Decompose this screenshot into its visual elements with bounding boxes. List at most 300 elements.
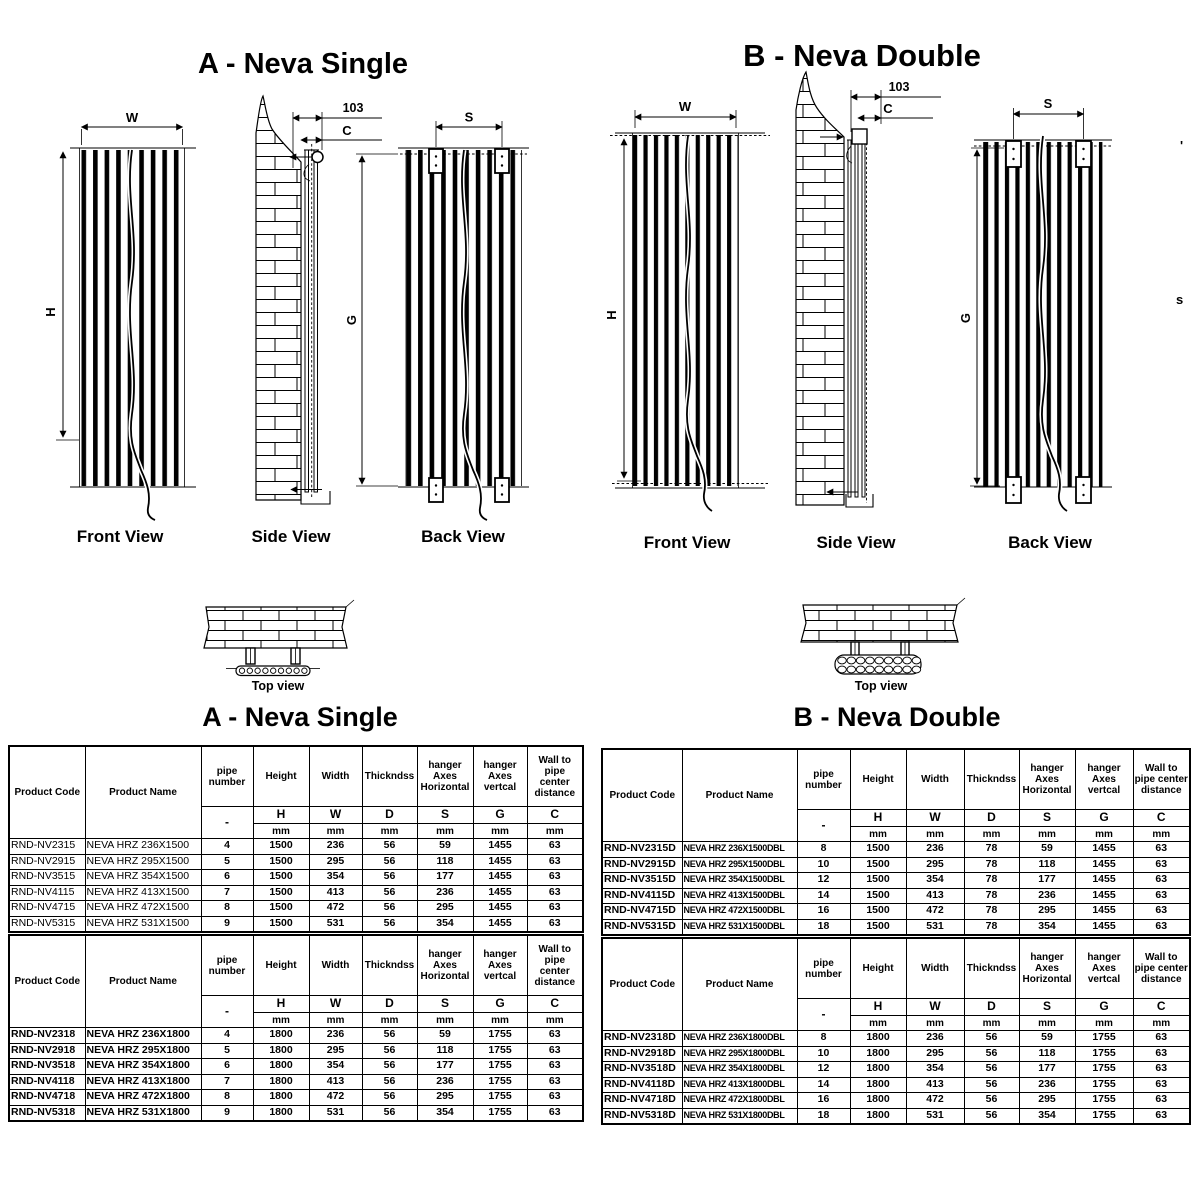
table-cell: 63	[527, 839, 583, 855]
table-cell: 56	[362, 916, 417, 932]
table-cell: 236	[309, 839, 362, 855]
single-side-view-caption: Side View	[251, 527, 331, 546]
single-table-section-title: A - Neva Single	[202, 702, 398, 732]
table-cell: 1500	[253, 870, 309, 886]
table-row	[602, 1031, 1190, 1047]
col-header-width: Width	[906, 938, 964, 999]
table-cell: 56	[964, 1062, 1019, 1078]
table-row	[9, 885, 583, 901]
table-row	[9, 1043, 583, 1059]
col-header-height: Height	[850, 938, 906, 999]
table-cell: NEVA HRZ 472X1800DBL	[682, 1093, 797, 1109]
table-cell: 1755	[1075, 1046, 1133, 1062]
table-row	[602, 857, 1190, 873]
table-cell: 56	[362, 870, 417, 886]
table-cell: 56	[362, 1105, 417, 1121]
table-cell: RND-NV5318	[9, 1105, 85, 1121]
table-cell: 12	[797, 1062, 850, 1078]
col-header-hanger-vertical: hanger Axes vertcal	[1075, 938, 1133, 999]
table-cell: 78	[964, 888, 1019, 904]
table-cell: RND-NV4115	[9, 885, 85, 901]
col-header-product-code: Product Code	[9, 746, 85, 839]
wall-bracket	[429, 149, 443, 173]
table-cell: 56	[964, 1031, 1019, 1047]
table-row	[602, 873, 1190, 889]
symbol-cell: W	[906, 810, 964, 827]
double-table-section-title: B - Neva Double	[793, 702, 1001, 732]
table-cell: 1755	[1075, 1062, 1133, 1078]
dim-label-103: 103	[888, 80, 910, 94]
table-cell: 236	[1019, 888, 1075, 904]
table-row	[602, 1062, 1190, 1078]
table-cell: 531	[906, 919, 964, 935]
table-cell: 1755	[473, 1090, 527, 1106]
table-cell: 56	[964, 1108, 1019, 1124]
table-cell: 177	[417, 1059, 473, 1075]
table-cell: 1800	[253, 1105, 309, 1121]
table-cell: 1755	[1075, 1077, 1133, 1093]
symbol-cell: D	[964, 810, 1019, 827]
table-cell: 295	[1019, 1093, 1075, 1109]
symbol-cell: H	[253, 996, 309, 1013]
table-cell: RND-NV4118	[9, 1074, 85, 1090]
dim-label-w: W	[678, 99, 692, 114]
table-cell: 295	[417, 901, 473, 917]
col-header-product-code: Product Code	[602, 749, 682, 842]
col-header-height: Height	[253, 935, 309, 996]
table-cell: 56	[362, 1043, 417, 1059]
table-cell: 236	[417, 1074, 473, 1090]
table-cell: 295	[309, 1043, 362, 1059]
single-back-view-caption: Back View	[421, 527, 505, 546]
table-cell: 63	[1133, 919, 1190, 935]
table-cell: 354	[1019, 919, 1075, 935]
table-cell: 413	[906, 1077, 964, 1093]
table-cell: 63	[527, 885, 583, 901]
table-cell: 9	[201, 916, 253, 932]
col-header-pipe-number: pipe number	[201, 746, 253, 807]
table-cell: 10	[797, 1046, 850, 1062]
table-cell: 18	[797, 1108, 850, 1124]
col-header-height: Height	[850, 749, 906, 810]
double-top-view-drawing	[801, 598, 965, 674]
unit-cell: mm	[1019, 1016, 1075, 1031]
table-cell: RND-NV4715D	[602, 904, 682, 920]
unit-cell: mm	[1019, 827, 1075, 842]
table-cell: 118	[417, 854, 473, 870]
table-row	[9, 1105, 583, 1121]
table-cell: 12	[797, 873, 850, 889]
table-cell: 354	[417, 1105, 473, 1121]
table-cell: NEVA HRZ 531X1500	[85, 916, 201, 932]
table-cell: 1500	[850, 857, 906, 873]
table-cell: RND-NV2918D	[602, 1046, 682, 1062]
wall-bracket	[1076, 477, 1091, 503]
table-cell: 8	[797, 842, 850, 858]
table-neva-double-1800	[601, 937, 1191, 1125]
symbol-cell: W	[309, 807, 362, 824]
table-cell: 5	[201, 854, 253, 870]
table-cell: 56	[964, 1077, 1019, 1093]
table-cell: RND-NV3515	[9, 870, 85, 886]
symbol-cell: S	[1019, 999, 1075, 1016]
table-cell: NEVA HRZ 295X1500	[85, 854, 201, 870]
dim-label-103: 103	[342, 101, 364, 115]
table-cell: 531	[309, 1105, 362, 1121]
dim-label-s: S	[1043, 96, 1053, 111]
table-cell: RND-NV4118D	[602, 1077, 682, 1093]
table-cell: 63	[1133, 888, 1190, 904]
table-cell: RND-NV3518	[9, 1059, 85, 1075]
col-header-hanger-horizontal: hanger Axes Horizontal	[417, 746, 473, 807]
table-neva-double-1500	[601, 748, 1191, 936]
col-header-wall-to-pipe: Wall to pipe center distance	[527, 746, 583, 807]
single-top-view-caption: Top view	[251, 679, 305, 693]
table-row	[602, 919, 1190, 935]
unit-cell: mm	[1075, 827, 1133, 842]
table-cell: RND-NV2315D	[602, 842, 682, 858]
table-cell: NEVA HRZ 472X1800	[85, 1090, 201, 1106]
table-cell: 1800	[850, 1046, 906, 1062]
table-cell: 177	[1019, 873, 1075, 889]
dim-label-g: G	[958, 312, 973, 324]
table-cell: 1455	[1075, 904, 1133, 920]
single-top-view-drawing	[204, 600, 354, 676]
table-cell: 1500	[850, 842, 906, 858]
table-cell: 1755	[1075, 1093, 1133, 1109]
wall-section	[204, 607, 347, 648]
table-cell: 78	[964, 857, 1019, 873]
table-cell: RND-NV4715	[9, 901, 85, 917]
table-cell: 1755	[473, 1105, 527, 1121]
table-cell: 78	[964, 904, 1019, 920]
dim-label-g: G	[344, 314, 359, 326]
col-header-hanger-vertical: hanger Axes vertcal	[1075, 749, 1133, 810]
single-drawing-title: A - Neva Single	[197, 48, 409, 80]
single-front-view-caption: Front View	[76, 527, 164, 546]
col-header-thickness: Thickndss	[362, 746, 417, 807]
table-cell: 59	[1019, 1031, 1075, 1047]
table-cell: 8	[201, 901, 253, 917]
table-cell: 1455	[473, 885, 527, 901]
table-cell: NEVA HRZ 531X1800	[85, 1105, 201, 1121]
table-row	[602, 1093, 1190, 1109]
symbol-cell: W	[906, 999, 964, 1016]
table-cell: 1455	[1075, 842, 1133, 858]
col-header-wall-to-pipe: Wall to pipe center distance	[1133, 749, 1190, 810]
table-cell: 1800	[253, 1090, 309, 1106]
unit-cell: mm	[309, 824, 362, 839]
dim-label-c: C	[342, 123, 352, 138]
wall-bracket	[1006, 477, 1021, 503]
single-back-view-drawing	[344, 110, 529, 521]
table-cell: 14	[797, 1077, 850, 1093]
table-cell: 1800	[253, 1028, 309, 1044]
table-row	[9, 1059, 583, 1075]
table-cell: 1455	[473, 916, 527, 932]
unit-cell: mm	[473, 1013, 527, 1028]
symbol-cell: G	[473, 996, 527, 1013]
table-cell: 1500	[253, 854, 309, 870]
unit-cell: mm	[417, 824, 473, 839]
table-cell: 1455	[1075, 857, 1133, 873]
table-cell: 56	[362, 854, 417, 870]
table-cell: NEVA HRZ 531X1500DBL	[682, 919, 797, 935]
table-row	[602, 1046, 1190, 1062]
table-cell: RND-NV2315	[9, 839, 85, 855]
unit-cell: mm	[964, 827, 1019, 842]
symbol-cell: S	[417, 807, 473, 824]
table-row	[602, 1077, 1190, 1093]
col-header-product-name: Product Name	[682, 749, 797, 842]
table-cell: 1800	[850, 1093, 906, 1109]
table-cell: NEVA HRZ 354X1800DBL	[682, 1062, 797, 1078]
stray-mark-top: '	[1180, 138, 1184, 153]
table-cell: RND-NV5315	[9, 916, 85, 932]
table-cell: NEVA HRZ 413X1500	[85, 885, 201, 901]
table-cell: 63	[1133, 1108, 1190, 1124]
table-cell: 59	[417, 839, 473, 855]
table-cell: NEVA HRZ 236X1800	[85, 1028, 201, 1044]
table-cell: 413	[906, 888, 964, 904]
table-cell: NEVA HRZ 413X1800DBL	[682, 1077, 797, 1093]
wall-bracket	[495, 149, 509, 173]
double-back-view-drawing	[958, 96, 1112, 511]
col-header-thickness: Thickndss	[964, 749, 1019, 810]
table-cell: 7	[201, 885, 253, 901]
table-cell: 63	[527, 854, 583, 870]
stray-mark-side: s	[1176, 292, 1184, 307]
unit-cell: mm	[417, 1013, 473, 1028]
symbol-cell: D	[362, 996, 417, 1013]
table-cell: 1455	[1075, 919, 1133, 935]
table-cell: 1455	[473, 839, 527, 855]
table-cell: 6	[201, 1059, 253, 1075]
unit-cell: mm	[309, 1013, 362, 1028]
symbol-cell: -	[797, 999, 850, 1031]
col-header-thickness: Thickndss	[362, 935, 417, 996]
table-cell: 63	[527, 870, 583, 886]
table-cell: 1755	[473, 1059, 527, 1075]
table-neva-single-1500	[8, 745, 584, 933]
table-cell: 354	[309, 1059, 362, 1075]
double-drawing-title: B - Neva Double	[743, 38, 981, 73]
table-cell: NEVA HRZ 236X1500	[85, 839, 201, 855]
table-cell: NEVA HRZ 354X1500	[85, 870, 201, 886]
table-cell: 1755	[1075, 1108, 1133, 1124]
table-cell: NEVA HRZ 295X1800	[85, 1043, 201, 1059]
table-cell: 354	[1019, 1108, 1075, 1124]
col-header-width: Width	[906, 749, 964, 810]
col-header-pipe-number: pipe number	[201, 935, 253, 996]
symbol-cell: G	[1075, 810, 1133, 827]
unit-cell: mm	[850, 827, 906, 842]
symbol-cell: -	[797, 810, 850, 842]
table-cell: 1500	[850, 904, 906, 920]
dim-label-c: C	[883, 101, 893, 116]
unit-cell: mm	[1075, 1016, 1133, 1031]
table-row	[9, 916, 583, 932]
unit-cell: mm	[1133, 1016, 1190, 1031]
table-row	[9, 1074, 583, 1090]
double-front-view-drawing	[604, 99, 770, 511]
table-cell: 59	[1019, 842, 1075, 858]
table-cell: 4	[201, 839, 253, 855]
table-cell: 1755	[1075, 1031, 1133, 1047]
table-cell: 6	[201, 870, 253, 886]
table-cell: RND-NV2915D	[602, 857, 682, 873]
table-cell: 118	[1019, 857, 1075, 873]
table-cell: 63	[527, 1028, 583, 1044]
table-cell: 236	[1019, 1077, 1075, 1093]
table-cell: 1500	[850, 873, 906, 889]
table-cell: RND-NV5315D	[602, 919, 682, 935]
symbol-cell: C	[1133, 810, 1190, 827]
table-cell: 63	[527, 916, 583, 932]
col-header-product-name: Product Name	[85, 746, 201, 839]
col-header-hanger-vertical: hanger Axes vertcal	[473, 746, 527, 807]
table-cell: 118	[417, 1043, 473, 1059]
table-neva-single-1800	[8, 934, 584, 1122]
col-header-width: Width	[309, 935, 362, 996]
double-side-view-caption: Side View	[816, 533, 896, 552]
table-cell: 295	[1019, 904, 1075, 920]
table-cell: 63	[1133, 842, 1190, 858]
table-cell: 56	[362, 885, 417, 901]
symbol-cell: W	[309, 996, 362, 1013]
table-cell: 413	[309, 1074, 362, 1090]
symbol-cell: G	[1075, 999, 1133, 1016]
table-cell: 177	[1019, 1062, 1075, 1078]
col-header-hanger-horizontal: hanger Axes Horizontal	[1019, 749, 1075, 810]
table-cell: 63	[527, 1090, 583, 1106]
table-cell: 295	[309, 854, 362, 870]
symbol-cell: H	[253, 807, 309, 824]
table-cell: 236	[417, 885, 473, 901]
wall-bracket	[1076, 141, 1091, 167]
table-cell: 56	[362, 1074, 417, 1090]
double-top-view-caption: Top view	[854, 679, 908, 693]
table-cell: 1500	[253, 839, 309, 855]
col-header-hanger-vertical: hanger Axes vertcal	[473, 935, 527, 996]
table-cell: NEVA HRZ 413X1800	[85, 1074, 201, 1090]
table-cell: RND-NV2918	[9, 1043, 85, 1059]
symbol-cell: -	[201, 807, 253, 839]
table-cell: 63	[527, 1105, 583, 1121]
symbol-cell: C	[527, 807, 583, 824]
table-cell: 472	[309, 901, 362, 917]
table-cell: 8	[201, 1090, 253, 1106]
table-cell: 63	[1133, 1046, 1190, 1062]
table-cell: 236	[906, 842, 964, 858]
table-cell: 354	[906, 1062, 964, 1078]
table-cell: 63	[1133, 1062, 1190, 1078]
wall-bracket	[429, 478, 443, 502]
table-cell: 177	[417, 870, 473, 886]
col-header-product-code: Product Code	[602, 938, 682, 1031]
table-cell: 63	[527, 1074, 583, 1090]
unit-cell: mm	[906, 827, 964, 842]
table-cell: RND-NV2915	[9, 854, 85, 870]
col-header-product-name: Product Name	[682, 938, 797, 1031]
table-cell: 1755	[473, 1074, 527, 1090]
table-cell: 63	[1133, 1031, 1190, 1047]
table-row	[9, 901, 583, 917]
table-cell: NEVA HRZ 472X1500	[85, 901, 201, 917]
table-cell: 63	[527, 1059, 583, 1075]
table-cell: 4	[201, 1028, 253, 1044]
symbol-cell: C	[1133, 999, 1190, 1016]
hanger-clamp	[312, 152, 323, 163]
unit-cell: mm	[362, 824, 417, 839]
table-cell: 63	[527, 901, 583, 917]
dim-label-s: S	[464, 109, 474, 125]
table-row	[602, 888, 1190, 904]
table-cell: 531	[906, 1108, 964, 1124]
table-cell: 472	[906, 904, 964, 920]
table-cell: 354	[906, 873, 964, 889]
table-cell: NEVA HRZ 531X1800DBL	[682, 1108, 797, 1124]
table-cell: 56	[362, 839, 417, 855]
table-row	[9, 1090, 583, 1106]
table-cell: 1500	[253, 916, 309, 932]
table-cell: 63	[1133, 1077, 1190, 1093]
table-cell: 295	[906, 1046, 964, 1062]
table-cell: 8	[797, 1031, 850, 1047]
table-cell: 63	[527, 1043, 583, 1059]
table-cell: 9	[201, 1105, 253, 1121]
table-cell: NEVA HRZ 413X1500DBL	[682, 888, 797, 904]
table-cell: RND-NV3515D	[602, 873, 682, 889]
table-cell: 354	[417, 916, 473, 932]
table-cell: 56	[362, 901, 417, 917]
table-cell: 18	[797, 919, 850, 935]
hanger-clamp	[852, 129, 867, 144]
unit-cell: mm	[473, 824, 527, 839]
table-cell: 56	[964, 1093, 1019, 1109]
table-cell: 1800	[850, 1108, 906, 1124]
table-cell: 5	[201, 1043, 253, 1059]
table-cell: NEVA HRZ 295X1500DBL	[682, 857, 797, 873]
table-cell: RND-NV5318D	[602, 1108, 682, 1124]
table-cell: NEVA HRZ 354X1800	[85, 1059, 201, 1075]
col-header-hanger-horizontal: hanger Axes Horizontal	[1019, 938, 1075, 999]
table-cell: NEVA HRZ 472X1500DBL	[682, 904, 797, 920]
symbol-cell: C	[527, 996, 583, 1013]
table-cell: 1800	[253, 1059, 309, 1075]
symbol-cell: S	[1019, 810, 1075, 827]
table-cell: 1755	[473, 1043, 527, 1059]
table-cell: NEVA HRZ 295X1800DBL	[682, 1046, 797, 1062]
table-cell: 16	[797, 904, 850, 920]
symbol-cell: H	[850, 999, 906, 1016]
table-cell: 1800	[850, 1077, 906, 1093]
table-cell: NEVA HRZ 354X1500DBL	[682, 873, 797, 889]
wall-bracket	[1006, 141, 1021, 167]
table-cell: 354	[309, 870, 362, 886]
table-cell: RND-NV2318D	[602, 1031, 682, 1047]
double-side-view-drawing	[796, 72, 941, 507]
symbol-cell: D	[964, 999, 1019, 1016]
unit-cell: mm	[906, 1016, 964, 1031]
table-cell: 1500	[850, 888, 906, 904]
table-cell: 1800	[253, 1074, 309, 1090]
table-cell: 236	[309, 1028, 362, 1044]
col-header-wall-to-pipe: Wall to pipe center distance	[527, 935, 583, 996]
table-cell: RND-NV4718	[9, 1090, 85, 1106]
table-cell: RND-NV4115D	[602, 888, 682, 904]
col-header-width: Width	[309, 746, 362, 807]
